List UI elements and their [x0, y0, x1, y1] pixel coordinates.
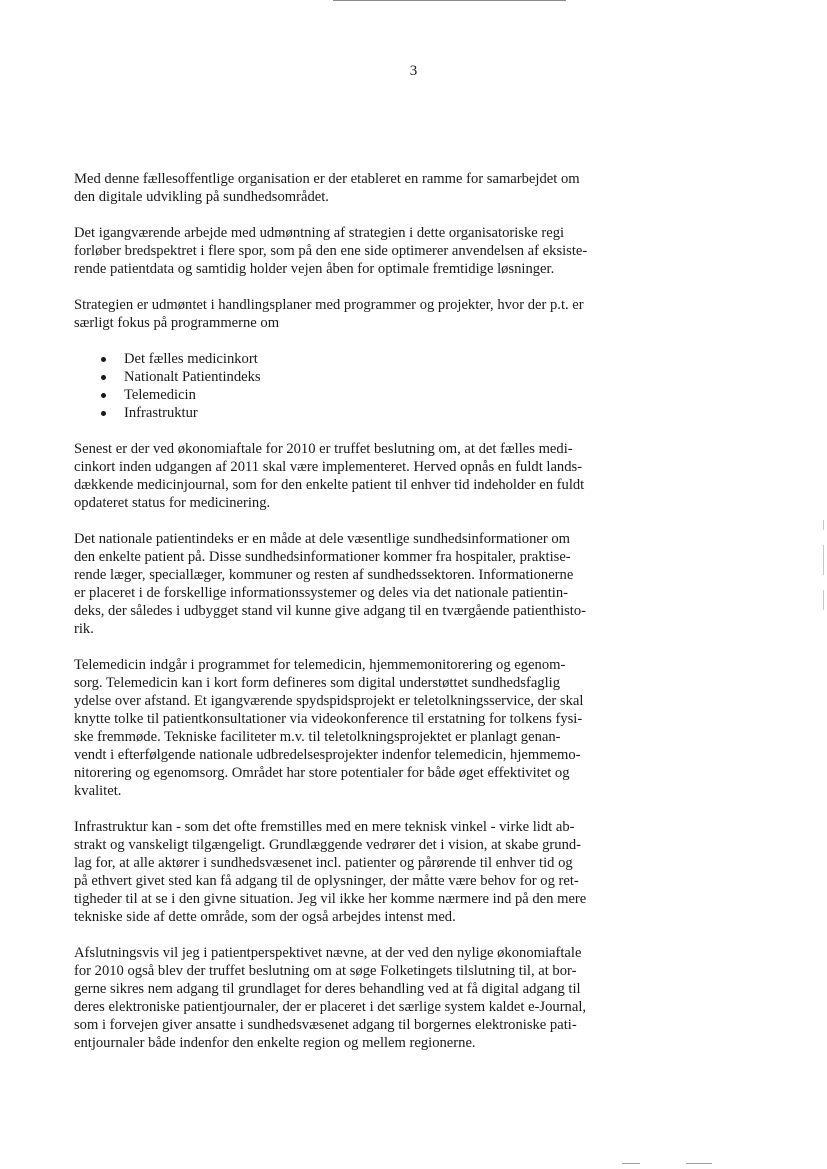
bullet-item — [74, 386, 619, 404]
text-line: på ethvert givet sted kan få adgang til de oplysninger, der måtte være behov for og ret- — [74, 873, 579, 889]
text-line: er placeret i de forskellige informationssystemer og deles via det nationale patientin- — [74, 585, 568, 601]
text-line: for 2010 også blev der truffet beslutning om at søge Folketingets tilslutning til, at bor- — [74, 963, 577, 979]
bullet-item — [74, 350, 619, 368]
top-scan-rule — [333, 0, 566, 1]
text-line: særligt fokus på programmerne om — [74, 315, 280, 331]
scan-edge-mark — [823, 590, 824, 610]
text-line: vendt i efterfølgende nationale udbredelsesprojekter indenfor telemedicin, hjemmemo- — [74, 747, 581, 763]
body-paragraph — [74, 530, 619, 638]
text-line: sorg. Telemedicin kan i kort form defineres som digital understøttet sundhedsfaglig — [74, 675, 561, 691]
text-line: forløber bredspektret i flere spor, som på den ene side optimerer anvendelsen af eksiste- — [74, 243, 588, 259]
text-line: Strategien er udmøntet i handlingsplaner med programmer og projekter, hvor der p.t. er — [74, 297, 584, 313]
text-line: nitorering og egenomsorg. Området har store potentialer for både øget effektivitet og — [74, 765, 570, 781]
bullet-text: Infrastruktur — [124, 405, 198, 421]
text-line: gerne sikres nem adgang til grundlaget for deres behandling ved at få digital adgang til — [74, 981, 581, 997]
text-line: deks, der således i udbygget stand vil kunne give adgang til en tværgående patienthisto- — [74, 603, 587, 619]
text-line: ydelse over afstand. Et igangværende spydspidsprojekt er teletolkningsservice, der skal — [74, 693, 584, 709]
text-line: rik. — [74, 621, 94, 637]
scan-edge-mark — [823, 520, 824, 530]
scan-bottom-mark — [686, 1163, 712, 1164]
body-paragraph — [74, 656, 619, 800]
body-paragraph — [74, 944, 619, 1052]
text-line: tekniske side af dette område, som der også arbejdes intenst med. — [74, 909, 456, 925]
text-line: dækkende medicinjournal, som for den enkelte patient til enhver tid indeholder en fuldt — [74, 477, 585, 493]
bullet-text: Nationalt Patientindeks — [124, 369, 261, 385]
bullet-text: Det fælles medicinkort — [124, 351, 258, 367]
intro-section — [74, 170, 619, 332]
intro-paragraph — [74, 296, 619, 332]
text-line: Telemedicin indgår i programmet for telemedicin, hjemmemonitorering og egenom- — [74, 657, 566, 673]
text-line: entjournaler både indenfor den enkelte region og mellem regionerne. — [74, 1035, 476, 1051]
document-body — [74, 170, 619, 1070]
text-line: Senest er der ved økonomiaftale for 2010 er truffet beslutning om, at det fælles medi- — [74, 441, 573, 457]
text-line: rende læger, speciallæger, kommuner og resten af sundhedssektoren. Informationerne — [74, 567, 574, 583]
text-line: Det igangværende arbejde med udmøntning af strategien i dette organisatoriske regi — [74, 225, 565, 241]
bullet-dot-icon — [101, 357, 106, 362]
text-line: opdateret status for medicinering. — [74, 495, 271, 511]
text-line: strakt og vanskeligt tilgængeligt. Grundlæggende vedrører det i vision, at skabe grund- — [74, 837, 582, 853]
body-paragraph — [74, 440, 619, 512]
page-number: 3 — [409, 63, 418, 79]
text-line: som i forvejen giver ansatte i sundhedsvæsenet adgang til borgernes elektroniske pati- — [74, 1017, 577, 1033]
text-line: den enkelte patient på. Disse sundhedsinformationer kommer fra hospitaler, praktise- — [74, 549, 571, 565]
bullet-dot-icon — [101, 411, 106, 416]
text-line: kvalitet. — [74, 783, 122, 799]
bullet-text: Telemedicin — [124, 387, 196, 403]
text-line: den digitale udvikling på sundhedsområdet. — [74, 189, 329, 205]
text-line: knytte tolke til patientkonsultationer via videokonference til erstatning for tolkens fysi- — [74, 711, 583, 727]
intro-paragraph — [74, 224, 619, 278]
text-line: rende patientdata og samtidig holder vejen åben for optimale fremtidige løsninger. — [74, 261, 555, 277]
bullet-dot-icon — [101, 393, 106, 398]
scan-edge-mark — [823, 545, 824, 575]
body-section — [74, 440, 619, 1052]
text-line: Infrastruktur kan - som det ofte fremstilles med en mere teknisk vinkel - virke lidt ab- — [74, 819, 575, 835]
text-line: Afslutningsvis vil jeg i patientperspektivet nævne, at der ved den nylige økonomiaftale — [74, 945, 582, 961]
bullet-dot-icon — [101, 375, 106, 380]
text-line: cinkort inden udgangen af 2011 skal være implementeret. Herved opnås en fuldt lands- — [74, 459, 583, 475]
intro-paragraph — [74, 170, 619, 206]
bullet-item — [74, 368, 619, 386]
text-line: tigheder til at se i den givne situation. Jeg vil ikke her komme nærmere ind på den mere — [74, 891, 587, 907]
text-line: deres elektroniske patientjournaler, der er placeret i det særlige system kaldet e-Journal, — [74, 999, 587, 1015]
text-line: lag for, at alle aktører i sundhedsvæsenet incl. patienter og pårørende til enhver tid og — [74, 855, 573, 871]
program-bullet-list — [74, 350, 619, 422]
scan-bottom-mark — [622, 1163, 640, 1164]
bullet-item — [74, 404, 619, 422]
body-paragraph — [74, 818, 619, 926]
text-line: Det nationale patientindeks er en måde at dele væsentlige sundhedsinformationer om — [74, 531, 571, 547]
text-line: Med denne fællesoffentlige organisation er der etableret en ramme for samarbejdet om — [74, 171, 580, 187]
text-line: ske fremmøde. Tekniske faciliteter m.v. til teletolkningsprojektet er planlagt genan- — [74, 729, 561, 745]
